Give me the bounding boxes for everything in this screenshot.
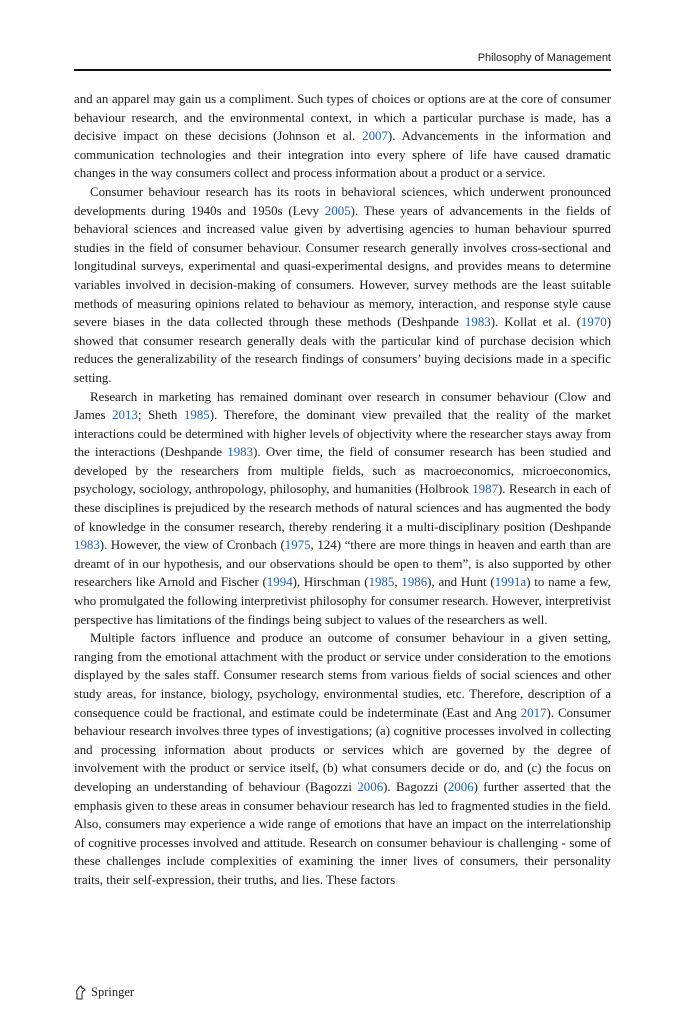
paragraph-text: ). Consumer behaviour research involves three types of investigations; (a) cognitive processes involved in collecting and processing information about products or services which are governed by the degree of involvement with the product or service itself, (b) what consumers decide or do, and (c) the focus on developing an understanding of behaviour (Bagozzi xyxy=(74,705,611,794)
paragraph-text: ) further asserted that the emphasis given to these areas in consumer behaviour research has led to fragmented studies in the field. Also, consumers may experience a wide range of emotions that have an impact on the interrelationship of cognitive processes involved and attitude. Research on consumer behaviour is challenging - some of these challenges include complexities of examining the inner lives of consumers, their personality traits, their self-expression, their truths, and lies. These factors xyxy=(74,779,611,887)
citation-link[interactable]: 2013 xyxy=(112,408,138,423)
paragraph-text: Consumer behaviour research has its roots in behavioral sciences, which underwent pronounced developments during 1940s and 1950s (Levy xyxy=(74,184,611,218)
citation-link[interactable]: 1985 xyxy=(183,408,210,423)
citation-link[interactable]: 1994 xyxy=(266,575,293,590)
citation-link[interactable]: 2006 xyxy=(357,779,384,794)
citation-link[interactable]: 1983 xyxy=(464,315,491,330)
citation-link[interactable]: 2006 xyxy=(447,779,474,794)
paragraph xyxy=(74,388,611,630)
paragraph-text: ). Kollat et al. ( xyxy=(490,315,581,330)
citation-link[interactable]: 2005 xyxy=(324,203,351,218)
paragraph-text: , xyxy=(394,575,402,590)
citation-link[interactable]: 1970 xyxy=(580,315,607,330)
paragraph-text: and an apparel may gain us a compliment. Such types of choices or options are at the core of consumer behaviour research, and the environmental context, in which a particular purchase is made, has a decisive impact on these decisions (Johnson et al. xyxy=(74,92,611,144)
citation-link[interactable]: 1983 xyxy=(74,538,100,553)
citation-link[interactable]: 1986 xyxy=(401,575,428,590)
citation-link[interactable]: 1985 xyxy=(368,575,395,590)
paragraph-text: ). Bagozzi ( xyxy=(383,779,448,794)
paragraph xyxy=(74,90,611,183)
citation-link[interactable]: 1975 xyxy=(284,538,311,553)
paragraph-text: ). Advancements in the information and communication technologies and their integration into every sphere of life have caused dramatic changes in the way consumers collect and process information about a product or a service. xyxy=(74,129,612,181)
paragraph-text: ). Research in each of these disciplines is prejudiced by the research methods of natural sciences and has augmented the body of knowledge in the consumer research, thereby rendering it a multi-disciplinary position (Deshpande xyxy=(74,482,611,534)
paragraph xyxy=(74,629,611,889)
article-body xyxy=(74,90,611,890)
header-rule xyxy=(74,69,611,71)
publisher-name: Springer xyxy=(91,985,135,999)
publisher-footer xyxy=(74,985,134,1000)
citation-link[interactable]: 2017 xyxy=(520,705,547,720)
citation-link[interactable]: 1991a xyxy=(494,575,527,590)
paragraph-text: ) showed that consumer research generally deals with the particular kind of purchase decision which reduces the generalizability of the research findings of consumers’ buying decisions made in a specific setting. xyxy=(74,315,611,385)
citation-link[interactable]: 1987 xyxy=(472,482,499,497)
citation-link[interactable]: 1983 xyxy=(227,445,254,460)
running-header: Philosophy of Management xyxy=(477,52,611,64)
paragraph-text: , 124) “there are more things in heaven and earth than are dreamt of in our hypothesis, and our observations should be open to them”, is also supported by other researchers like Arnold and Fischer ( xyxy=(74,538,611,590)
paragraph-text: ). These years of advancements in the fields of behavioral sciences and increased value given by advertising agencies to human behaviour spurred studies in the field of consumer behaviour. Consumer research generally involves cross-sectional and longitudinal surveys, experimental and quasi-experimental designs, and provides means to determine variables involved in decision-making of consumers. However, survey methods are the least suitable methods of measuring opinions related to behaviour as memory, interaction, and response style cause severe biases in the data collected through these methods (Deshpande xyxy=(74,203,611,330)
paragraph xyxy=(74,183,611,388)
paragraph-text: ), Hirschman ( xyxy=(292,575,369,590)
paragraph-text: Research in marketing has remained dominant over research in consumer behaviour (Clow and James xyxy=(74,389,611,423)
citation-link[interactable]: 2007 xyxy=(362,129,388,144)
paragraph-text: ), and Hunt ( xyxy=(427,575,495,590)
springer-horse-icon xyxy=(74,985,87,1000)
paragraph-text: ). Therefore, the dominant view prevailed that the reality of the market interactions could be determined with higher levels of objectivity where the researcher stays away from the interactions (Deshpande xyxy=(74,408,611,460)
paragraph-text: ; Sheth xyxy=(137,408,184,423)
paragraph-text: ). However, the view of Cronbach ( xyxy=(99,538,285,553)
paragraph-text: Multiple factors influence and produce an outcome of consumer behaviour in a given setting, ranging from the emotional attachment with the product or service under consideration to the emotions displayed by the sales staff. Consumer research stems from various fields of social sciences and other study areas, for instance, biology, psychology, environmental studies, etc. Therefore, description of a consequence could be fractional, and estimate could be indeterminate (East and Ang xyxy=(74,631,611,720)
paragraph-text: ). Over time, the field of consumer research has been studied and developed by the researchers from multiple fields, such as macroeconomics, microeconomics, psychology, sociology, anthropology, philosophy, and humanities (Holbrook xyxy=(74,445,612,497)
paragraph-text: ) to name a few, who promulgated the following interpretivist philosophy for consumer research. However, interpretivist perspective has limitations of the findings being subject to values of the researchers as well. xyxy=(74,575,611,627)
